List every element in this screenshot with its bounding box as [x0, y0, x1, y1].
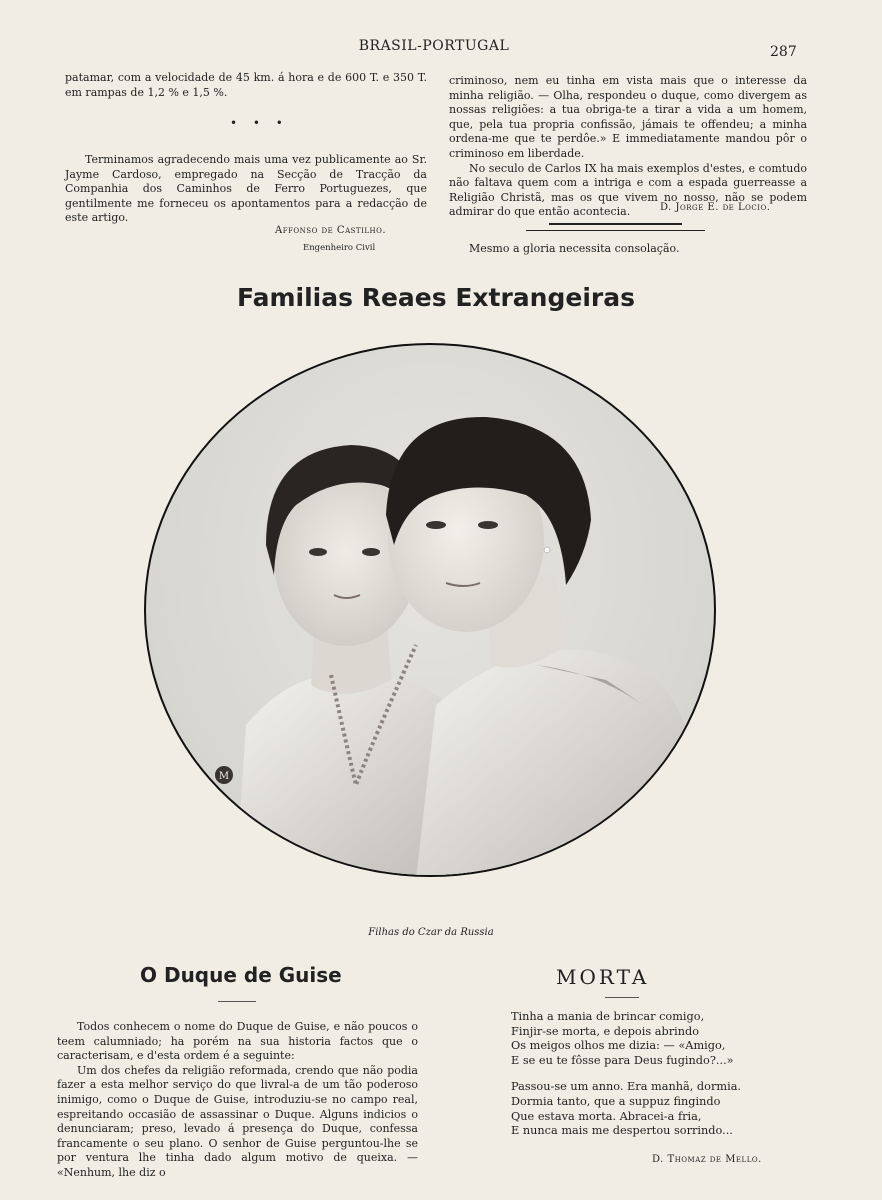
author-locio: D. Jorge E. de Locio.: [660, 202, 771, 213]
portrait-illustration: [146, 345, 716, 877]
feature-title: Familias Reaes Extrangeiras: [237, 283, 635, 312]
running-head: BRASIL-PORTUGAL: [358, 38, 510, 54]
guise-para-1: Todos conhecem o nome do Duque de Guise, e não poucos o teem calumniado; ha porém na sua historia factos que o caracterisam, e d'esta ordem é a seguinte:: [57, 1020, 418, 1063]
guise-para-2: Um dos chefes da religião reformada, crendo que não podia fazer a esta melhor serviço do que livral-a de um tão poderoso inimigo, como o Duque de Guise, introduziu-se no campo real, espreitando occasião de assassinar o Duque. Alguns indicios o denunciaram; preso, levado á presença do Duque, confessa francamente o seu plano. O senhor de Guise perguntou-lhe se por ventura lhe tinha dado algum motivo de queixa. — «Nenhum, lhe diz o: [57, 1063, 418, 1179]
poem-line: Os meigos olhos me dizia: — «Amigo,: [511, 1039, 726, 1053]
right-top-column: [449, 74, 807, 220]
portrait-photo: [144, 343, 716, 877]
section-dots: • • •: [230, 116, 289, 130]
poem-line: E nunca mais me despertou sorrindo...: [511, 1124, 733, 1138]
monogram: M: [218, 771, 230, 782]
guise-heading: O Duque de Guise: [140, 963, 342, 987]
divider-rule-1: [549, 223, 682, 225]
poem-line: Finjir-se morta, e depois abrindo: [511, 1024, 700, 1038]
guise-rule: [218, 1001, 256, 1002]
page-number: 287: [770, 44, 797, 60]
motto: Mesmo a gloria necessita consolação.: [469, 242, 680, 255]
photo-caption: Filhas do Czar da Russia: [368, 927, 494, 938]
morta-heading: MORTA: [556, 965, 650, 989]
poem-line: Dormia tanto, que a suppuz fingindo: [511, 1094, 721, 1108]
left-top-column: [65, 71, 427, 100]
left-top-para-2: Terminamos agradecendo mais uma vez publicamente ao Sr. Jayme Cardoso, empregado na Secção de Tracção da Companhia dos Caminhos de Ferro Portuguezes, que gentilmente me forneceu os apontamentos para a redacção de este artigo.: [65, 153, 427, 225]
poem-line: Passou-se um anno. Era manhã, dormia.: [511, 1080, 742, 1094]
author-castilho: Affonso de Castilho.: [275, 225, 387, 236]
morta-rule: [605, 997, 639, 998]
poem-line: E se eu te fôsse para Deus fugindo?...»: [511, 1053, 734, 1067]
divider-rule-2: [526, 230, 705, 231]
guise-column: [57, 1020, 418, 1181]
left-top-column-2: [65, 153, 427, 226]
poem-line: Que estava morta. Abracei-a fria,: [511, 1109, 702, 1123]
author-mello: D. Thomaz de Mello.: [652, 1154, 762, 1165]
right-top-para-1: criminoso, nem eu tinha em vista mais que o interesse da minha religião. — Olha, respondeu o duque, como divergem as nossas religiões: a tua obriga-te a tirar a vida a um homem, que, pela tua propria confissão, jámais te offendeu; a minha ordena-me que te perdôe.» E immediatamente mandou pôr o criminoso em liberdade.: [449, 74, 807, 160]
left-top-para-1: patamar, com a velocidade de 45 km. á hora e de 600 T. e 350 T. em rampas de 1,2 % e 1,5 %.: [65, 71, 427, 99]
morta-poem: [511, 1010, 811, 1139]
author-castilho-title: Engenheiro Civil: [303, 243, 376, 253]
right-top-para-2: No seculo de Carlos IX ha mais exemplos d'estes, e comtudo não faltava quem com a intriga e com a espada guerreasse a Religião Christã, mas os que vivem no nosso, não se podem admirar do que então acontecia.: [449, 161, 807, 219]
poem-line: Tinha a mania de brincar comigo,: [511, 1010, 705, 1023]
